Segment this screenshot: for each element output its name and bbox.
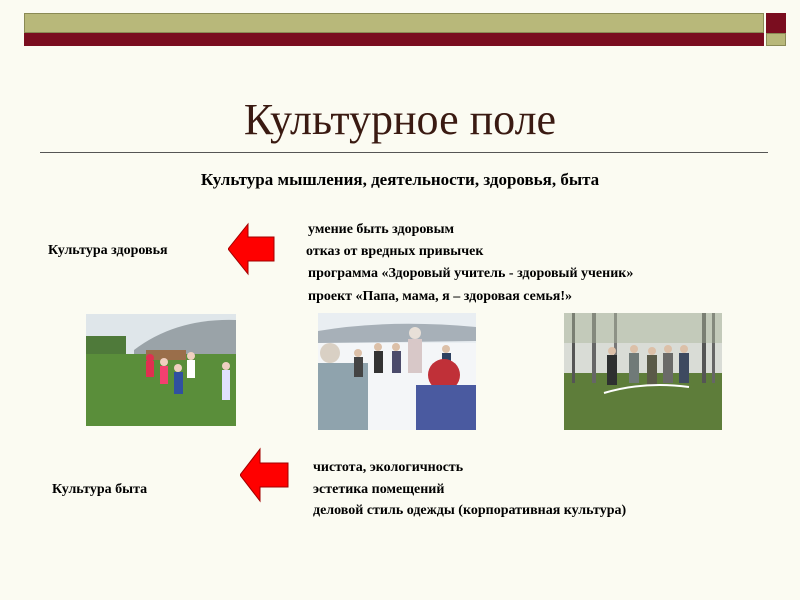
header-corner-olive [766,33,786,46]
home-item: чистота, экологичность [313,460,464,475]
health-item: отказ от вредных привычек [306,244,484,259]
health-culture-label: Культура здоровья [48,243,168,258]
header-corner-red [766,13,786,33]
forest-gathering-photo [564,313,722,430]
header-bar-olive [24,13,764,33]
left-arrow-icon [228,222,278,276]
home-item: эстетика помещений [313,482,445,497]
slide-title: Культурное поле [243,95,557,144]
slide-subtitle: Культура мышления, деятельности, здоровья, быта [200,170,600,189]
left-arrow-icon [240,447,292,503]
health-item: программа «Здоровый учитель - здоровый ученик» [308,266,634,281]
header-bar-red [24,33,764,46]
health-item: умение быть здоровым [308,222,455,237]
home-culture-label: Культура быта [52,482,148,497]
home-item: деловой стиль одежды (корпоративная культура) [313,503,627,518]
tug-of-war-photo [86,314,236,426]
title-divider [40,152,768,153]
winter-dance-photo [318,313,476,430]
health-item: проект «Папа, мама, я – здоровая семья!» [308,289,573,304]
